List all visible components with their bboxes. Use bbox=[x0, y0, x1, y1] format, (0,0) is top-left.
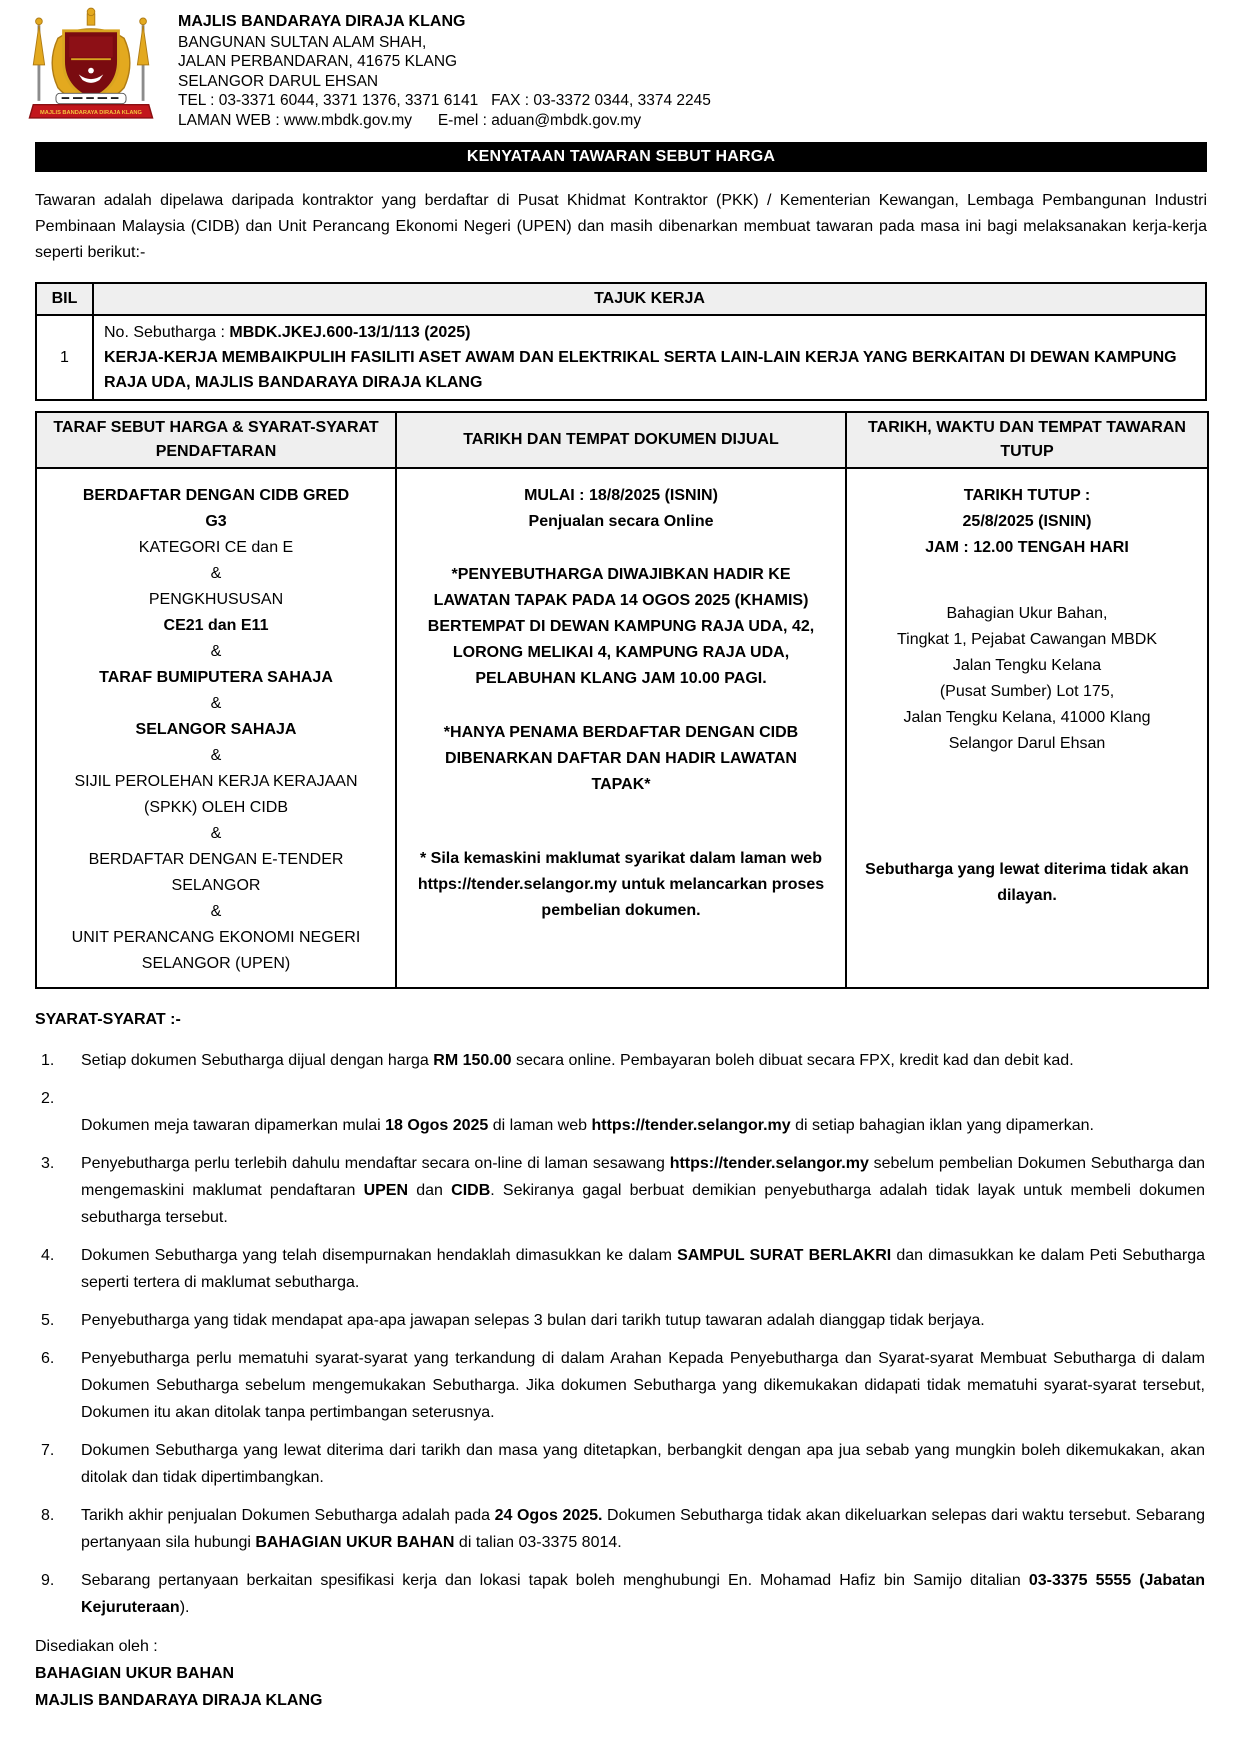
info-text-line: LORONG MELIKAI 4, KAMPUNG RAJA UDA, bbox=[452, 644, 790, 661]
info-text-line: (Pusat Sumber) Lot 175, bbox=[939, 683, 1115, 700]
notice-title-banner bbox=[35, 142, 1207, 172]
condition-item bbox=[35, 1437, 1207, 1491]
condition-text: dan bbox=[408, 1182, 452, 1199]
crest-ribbon-text: MAJLIS BANDARAYA DIRAJA KLANG bbox=[40, 110, 142, 117]
condition-text: Dokumen Sebutharga tidak akan dikeluarkan selepas dari waktu tersebut. Sebarang pertanyaan sila hubungi bbox=[81, 1507, 1205, 1551]
condition-text: di setiap bahagian iklan yang dipamerkan. bbox=[790, 1117, 1094, 1134]
info-text-line: SIJIL PEROLEHAN KERJA KERAJAAN bbox=[74, 773, 358, 790]
info-text-block bbox=[407, 846, 835, 924]
job-row-number: 1 bbox=[36, 315, 93, 400]
condition-text: sebelum pembelian Dokumen Sebutharga dan mengemaskini maklumat pendaftaran bbox=[81, 1155, 1205, 1199]
condition-body bbox=[81, 1047, 1207, 1074]
condition-item bbox=[35, 1112, 1207, 1139]
info-text-line: & bbox=[210, 903, 222, 920]
condition-text: Dokumen Sebutharga yang telah disempurnakan hendaklah dimasukkan ke dalam bbox=[81, 1247, 678, 1264]
condition-number: 4. bbox=[41, 1247, 55, 1264]
condition-bold-text: BAHAGIAN UKUR BAHAN bbox=[255, 1534, 455, 1551]
condition-text: dan dimasukkan ke dalam Peti Sebutharga seperti tertera di maklumat sebutharga. bbox=[81, 1247, 1205, 1291]
info-text-block bbox=[47, 613, 385, 639]
info-text-line: SELANGOR (UPEN) bbox=[141, 955, 291, 972]
job-row-detail bbox=[93, 315, 1206, 400]
info-text-line: TARIKH TUTUP : bbox=[963, 487, 1091, 504]
condition-item bbox=[35, 1242, 1207, 1296]
info-text-line: MULAI : 18/8/2025 (ISNIN) bbox=[524, 487, 718, 504]
condition-text: Tarikh akhir penjualan Dokumen Sebutharga adalah pada bbox=[81, 1507, 495, 1524]
info-text-line: Penjualan secara Online bbox=[528, 513, 714, 530]
condition-number: 9. bbox=[41, 1572, 55, 1589]
info-text-line: Jalan Tengku Kelana bbox=[952, 657, 1102, 674]
job-ref-label: No. Sebutharga : bbox=[104, 324, 230, 341]
condition-text: Sebarang pertanyaan berkaitan spesifikasi kerja dan lokasi tapak boleh menghubungi En. Mohamad Hafiz bin Samijo ditalian bbox=[81, 1572, 1029, 1589]
info-text-line: TARAF BUMIPUTERA SAHAJA bbox=[99, 669, 333, 686]
condition-number-spacer bbox=[35, 1112, 81, 1139]
info-table-header-row bbox=[36, 412, 1208, 468]
info-text-line: * Sila kemaskini maklumat syarikat dalam laman web bbox=[420, 850, 822, 867]
condition-body bbox=[81, 1437, 1207, 1491]
info-text-line: dilayan. bbox=[997, 887, 1057, 904]
job-ref-number: MBDK.JKEJ.600-13/1/113 (2025) bbox=[229, 324, 471, 341]
job-table-header-row bbox=[36, 283, 1206, 315]
condition-number: 1. bbox=[41, 1052, 55, 1069]
condition-body bbox=[81, 1567, 1207, 1621]
info-text-line: TAPAK* bbox=[591, 776, 651, 793]
info-text-line: & bbox=[210, 695, 222, 712]
info-text-line: SELANGOR SAHAJA bbox=[135, 721, 297, 738]
info-table bbox=[35, 411, 1209, 989]
condition-text: Setiap dokumen Sebutharga dijual dengan harga bbox=[81, 1052, 434, 1069]
info-text-line: & bbox=[210, 747, 222, 764]
info-text-line: & bbox=[210, 565, 222, 582]
info-text-block bbox=[857, 601, 1197, 757]
condition-number: 8. bbox=[41, 1507, 55, 1524]
condition-body bbox=[81, 1502, 1207, 1556]
info-text-block bbox=[857, 483, 1197, 561]
info-text-line: BERTEMPAT DI DEWAN KAMPUNG RAJA UDA, 42, bbox=[427, 618, 815, 635]
info-table-body-row bbox=[36, 468, 1208, 988]
info-header-dokumen-dijual: TARIKH DAN TEMPAT DOKUMEN DIJUAL bbox=[396, 412, 846, 468]
info-text-line: & bbox=[210, 643, 222, 660]
info-text-line: LAWATAN TAPAK PADA 14 OGOS 2025 (KHAMIS) bbox=[433, 592, 809, 609]
info-cell-dokumen-dijual bbox=[396, 468, 846, 988]
info-text-block bbox=[47, 691, 385, 717]
conditions-title: SYARAT-SYARAT :- bbox=[35, 1011, 181, 1028]
info-text-line: & bbox=[210, 825, 222, 842]
info-text-block bbox=[47, 535, 385, 613]
org-name: MAJLIS BANDARAYA DIRAJA KLANG bbox=[178, 13, 466, 30]
info-text-line: PENGKHUSUSAN bbox=[148, 591, 284, 608]
condition-body bbox=[81, 1242, 1207, 1296]
condition-text: Penyebutharga perlu terlebih dahulu mendaftar secara on-line di laman sesawang bbox=[81, 1155, 670, 1172]
info-text-line: JAM : 12.00 TENGAH HARI bbox=[925, 539, 1129, 556]
info-text-block bbox=[407, 720, 835, 798]
info-text-block bbox=[407, 483, 835, 535]
condition-bold-text: CIDB bbox=[451, 1182, 491, 1199]
mbdk-crest-logo bbox=[20, 6, 162, 120]
condition-text: . Sekiranya gagal berbuat demikian penyebutharga adalah tidak layak untuk membeli dokumen sebutharga tersebut. bbox=[81, 1182, 1206, 1226]
condition-item-number-row bbox=[35, 1085, 1207, 1112]
job-title: KERJA-KERJA MEMBAIKPULIH FASILITI ASET AWAM DAN ELEKTRIKAL SERTA LAIN-LAIN KERJA YANG BERKAITAN DI DEWAN KAMPUNG RAJA UDA, MAJLIS BANDARAYA DIRAJA KLANG bbox=[104, 349, 1177, 391]
info-text-line: Selangor Darul Ehsan bbox=[948, 735, 1106, 752]
condition-bold-text: RM 150.00 bbox=[433, 1052, 512, 1069]
info-text-line: PELABUHAN KLANG JAM 10.00 PAGI. bbox=[475, 670, 767, 687]
condition-text: Penyebutharga yang tidak mendapat apa-apa jawapan selepas 3 bulan dari tarikh tutup tawaran adalah dianggap tidak berjaya. bbox=[81, 1312, 985, 1329]
condition-body bbox=[81, 1307, 1207, 1334]
condition-item bbox=[35, 1150, 1207, 1231]
web-email-line: LAMAN WEB : www.mbdk.gov.my E-mel : aduan@mbdk.gov.my bbox=[178, 111, 642, 129]
condition-number: 7. bbox=[41, 1442, 55, 1459]
condition-bold-text: https://tender.selangor.my bbox=[591, 1117, 791, 1134]
prepared-by-organisation: MAJLIS BANDARAYA DIRAJA KLANG bbox=[35, 1692, 323, 1709]
info-text-block bbox=[47, 483, 385, 535]
job-table-header-tajuk: TAJUK KERJA bbox=[93, 283, 1206, 315]
condition-item bbox=[35, 1345, 1207, 1426]
letterhead-text bbox=[178, 6, 711, 130]
condition-number: 2. bbox=[41, 1090, 55, 1107]
info-text-line: *HANYA PENAMA BERDAFTAR DENGAN CIDB bbox=[443, 724, 799, 741]
condition-text: ). bbox=[179, 1599, 190, 1616]
info-text-line: DIBENARKAN DAFTAR DAN HADIR LAWATAN bbox=[445, 750, 797, 767]
address-line-3: SELANGOR DARUL EHSAN bbox=[178, 72, 379, 90]
condition-body bbox=[81, 1150, 1207, 1231]
condition-item bbox=[35, 1502, 1207, 1556]
condition-bold-text: SAMPUL SURAT BERLAKRI bbox=[677, 1247, 892, 1264]
info-text-block bbox=[47, 665, 385, 691]
info-text-line: G3 bbox=[205, 513, 227, 530]
address-line-1: BANGUNAN SULTAN ALAM SHAH, bbox=[178, 33, 427, 51]
info-cell-taraf bbox=[36, 468, 396, 988]
info-text-line: CE21 dan E11 bbox=[163, 617, 269, 634]
info-text-line: 25/8/2025 (ISNIN) bbox=[962, 513, 1092, 530]
info-text-line: Jalan Tengku Kelana, 41000 Klang bbox=[903, 709, 1151, 726]
conditions-list bbox=[35, 1047, 1207, 1621]
info-text-line: UNIT PERANCANG EKONOMI NEGERI bbox=[71, 929, 361, 946]
condition-bold-text: https://tender.selangor.my bbox=[669, 1155, 869, 1172]
info-text-line: BERDAFTAR DENGAN CIDB GRED bbox=[82, 487, 350, 504]
condition-text: Dokumen meja tawaran dipamerkan mulai bbox=[81, 1117, 386, 1134]
address-line-2: JALAN PERBANDARAN, 41675 KLANG bbox=[178, 53, 458, 70]
info-text-line: Bahagian Ukur Bahan, bbox=[946, 605, 1108, 622]
info-header-taraf: TARAF SEBUT HARGA & SYARAT-SYARAT PENDAFTARAN bbox=[36, 412, 396, 468]
condition-item bbox=[35, 1047, 1207, 1074]
job-table-header-bil: BIL bbox=[36, 283, 93, 315]
info-text-block bbox=[47, 639, 385, 665]
info-text-line: BERDAFTAR DENGAN E-TENDER bbox=[88, 851, 344, 868]
tel-fax-line: TEL : 03-3371 6044, 3371 1376, 3371 6141 FAX : 03-3372 0344, 3374 2245 bbox=[178, 92, 711, 109]
condition-bold-text: UPEN bbox=[363, 1182, 409, 1199]
job-table bbox=[35, 282, 1207, 401]
condition-bold-text: 03-3375 5555 (Jabatan Kejuruteraan bbox=[81, 1572, 1205, 1616]
info-text-line: (SPKK) OLEH CIDB bbox=[143, 799, 289, 816]
info-text-line: Sebutharga yang lewat diterima tidak akan bbox=[865, 861, 1189, 878]
condition-bold-text: 18 Ogos 2025 bbox=[385, 1117, 489, 1134]
notice-title: KENYATAAN TAWARAN SEBUT HARGA bbox=[466, 148, 776, 165]
info-text-line: SELANGOR bbox=[171, 877, 261, 894]
info-text-block bbox=[407, 562, 835, 692]
letterhead bbox=[20, 0, 1241, 130]
condition-item bbox=[35, 1567, 1207, 1621]
info-header-tawaran-tutup: TARIKH, WAKTU DAN TEMPAT TAWARAN TUTUP bbox=[846, 412, 1208, 468]
condition-number: 6. bbox=[41, 1350, 55, 1367]
prepared-by-department: BAHAGIAN UKUR BAHAN bbox=[35, 1665, 235, 1682]
condition-text: di talian 03-3375 8014. bbox=[454, 1534, 622, 1551]
condition-body bbox=[81, 1345, 1207, 1426]
info-text-block bbox=[857, 857, 1197, 909]
condition-number: 3. bbox=[41, 1155, 55, 1172]
prepared-by-block bbox=[35, 1633, 1207, 1714]
job-ref-line bbox=[104, 320, 1195, 345]
condition-item bbox=[35, 1307, 1207, 1334]
info-text-line: KATEGORI CE dan E bbox=[138, 539, 294, 556]
condition-body bbox=[81, 1112, 1207, 1139]
condition-bold-text: 24 Ogos 2025. bbox=[494, 1507, 603, 1524]
info-cell-tawaran-tutup bbox=[846, 468, 1208, 988]
condition-text: di laman web bbox=[488, 1117, 592, 1134]
intro-paragraph: Tawaran adalah dipelawa daripada kontraktor yang berdaftar di Pusat Khidmat Kontraktor (PKK) / Kementerian Kewangan, Lembaga Pembangunan Industri Pembinaan Malaysia (CIDB) dan Unit Perancang Ekonomi Negeri (UPEN) dan masih dibenarkan membuat tawaran pada masa ini bagi melaksanakan kerja-kerja seperti berikut:- bbox=[35, 192, 1207, 261]
condition-text: secara online. Pembayaran boleh dibuat secara FPX, kredit kad dan debit kad. bbox=[511, 1052, 1074, 1069]
info-text-line: https://tender.selangor.my untuk melancarkan proses bbox=[417, 876, 825, 893]
condition-text: Penyebutharga perlu mematuhi syarat-syarat yang terkandung di dalam Arahan Kepada Penyebutharga dan Syarat-syarat Membuat Sebutharga di dalam Dokumen Sebutharga sebelum mengemukakan Sebutharga. Jika dokumen Sebutharga yang dikemukakan didapati tidak mematuhi syarat-syarat tersebut, Dokumen itu akan ditolak tanpa pertimbangan seterusnya. bbox=[81, 1350, 1205, 1421]
condition-text: Dokumen Sebutharga yang lewat diterima dari tarikh dan masa yang ditetapkan, berbangkit dengan apa jua sebab yang mungkin boleh dikemukakan, akan ditolak dan tidak dipertimbangkan. bbox=[81, 1442, 1205, 1486]
document-body bbox=[35, 142, 1207, 1714]
condition-number: 5. bbox=[41, 1312, 55, 1329]
prepared-by-label: Disediakan oleh : bbox=[35, 1638, 158, 1655]
info-text-block bbox=[47, 743, 385, 977]
info-text-line: *PENYEBUTHARGA DIWAJIBKAN HADIR KE bbox=[451, 566, 791, 583]
info-text-block bbox=[47, 717, 385, 743]
info-text-line: Tingkat 1, Pejabat Cawangan MBDK bbox=[897, 631, 1157, 648]
info-text-line: pembelian dokumen. bbox=[541, 902, 701, 919]
job-table-row bbox=[36, 315, 1206, 400]
